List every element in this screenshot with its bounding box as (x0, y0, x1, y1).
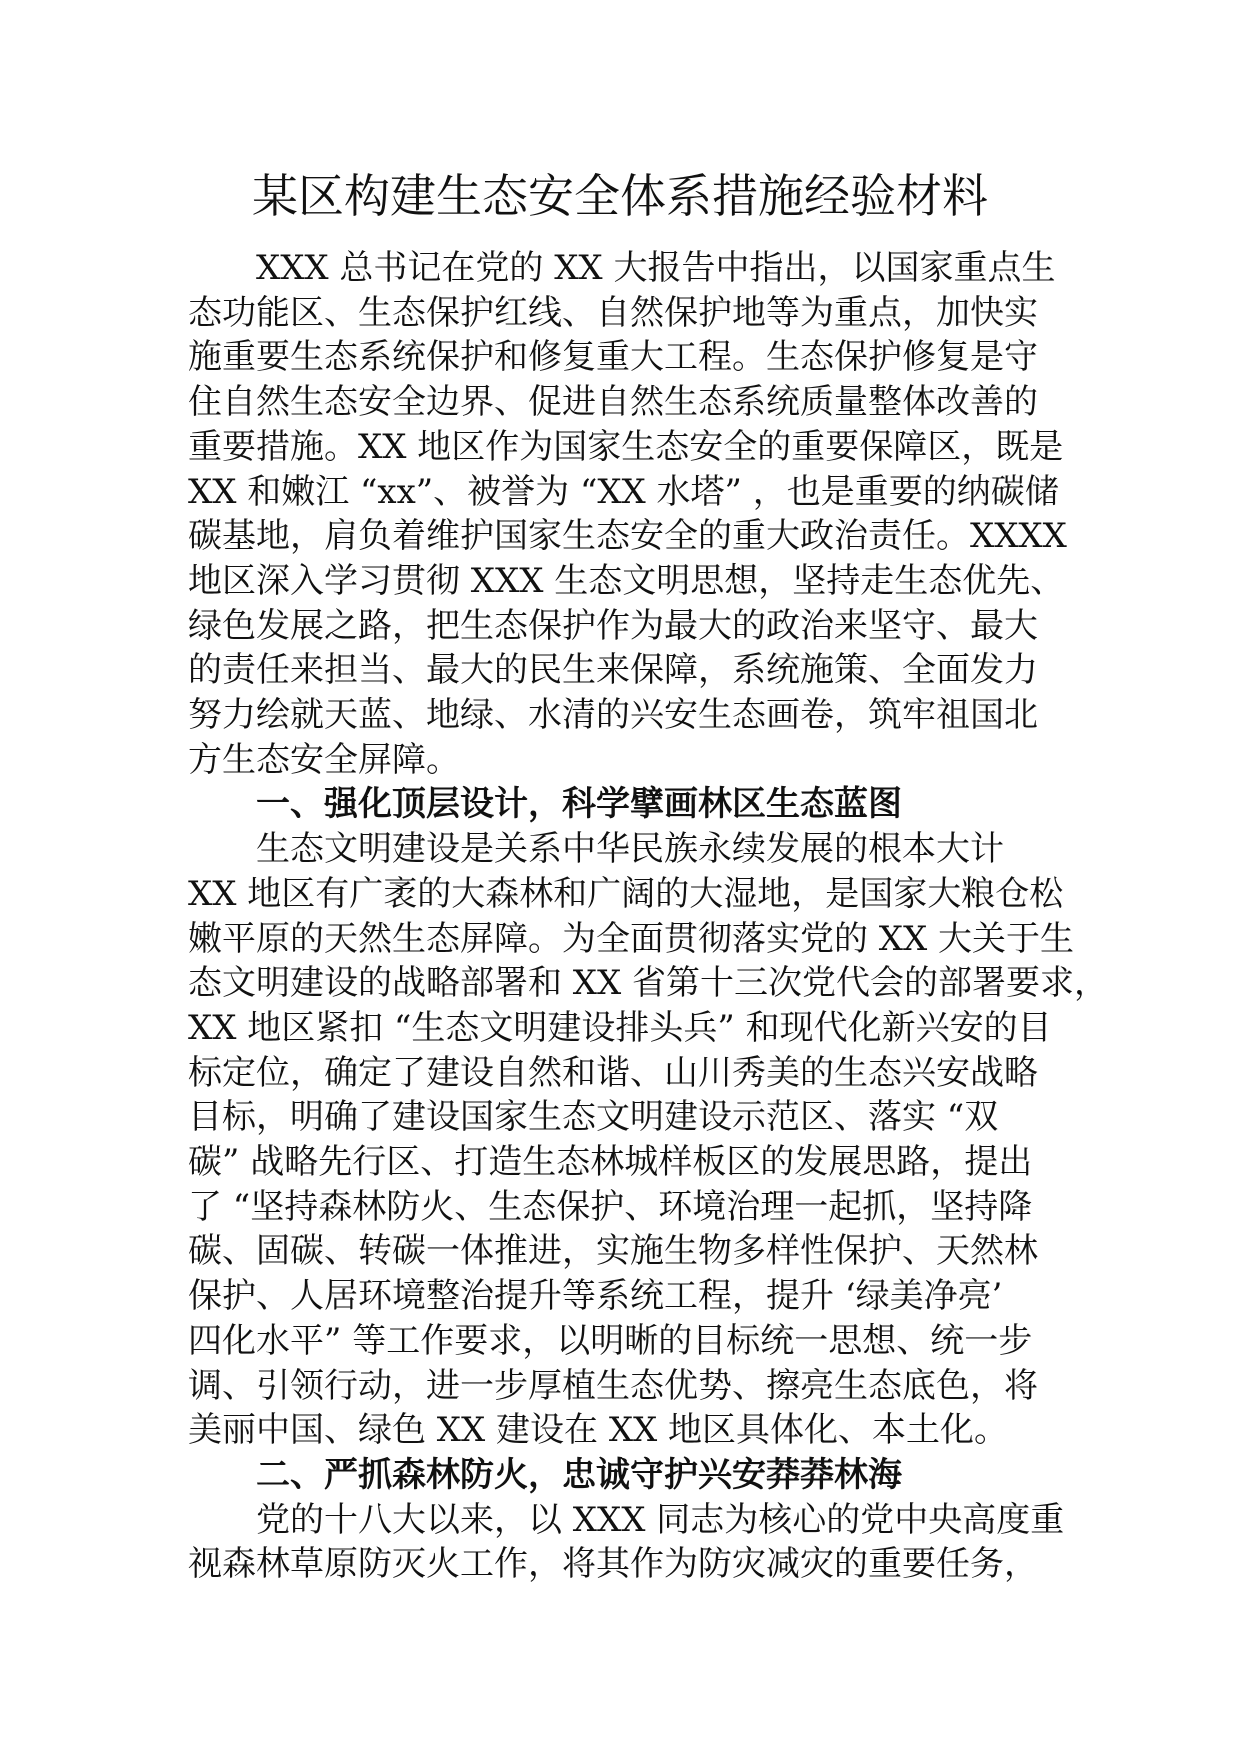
text-line: 碳基地，肩负着维护国家生态安全的重大政治责任。XXXX (188, 516, 1067, 557)
text-line: 四化水平” 等工作要求，以明晰的目标统一思想、统一步 (188, 1320, 1033, 1361)
text-line: 地区深入学习贯彻 XXX 生态文明思想，坚持走生态优先、 (188, 560, 1065, 601)
heading-line: 一、强化顶层设计，科学擘画林区生态蓝图 (256, 784, 902, 825)
text-line: 保护、人居环境整治提升等系统工程，提升 ‘绿美净亮’ (188, 1276, 1003, 1317)
text-line: 目标，明确了建设国家生态文明建设示范区、落实 “双 (188, 1097, 999, 1138)
text-line: 态功能区、生态保护红线、自然保护地等为重点，加快实 (188, 292, 1038, 333)
text-line: 努力绘就天蓝、地绿、水清的兴安生态画卷，筑牢祖国北 (188, 695, 1038, 736)
text-line: 绿色发展之路，把生态保护作为最大的政治来坚守、最大 (188, 605, 1038, 646)
text-line: 重要措施。XX 地区作为国家生态安全的重要保障区，既是 (188, 426, 1064, 467)
text-line: 党的十八大以来，以 XXX 同志为核心的党中央高度重 (256, 1499, 1065, 1540)
paragraph-intro (188, 246, 1068, 782)
text-line: 碳” 战略先行区、打造生态林城样板区的发展思路，提出 (188, 1142, 1033, 1183)
paragraph-section-1 (188, 827, 1109, 1453)
text-line: 调、引领行动，进一步厚植生态优势、擦亮生态底色，将 (188, 1365, 1038, 1406)
text-line: 标定位，确定了建设自然和谐、山川秀美的生态兴安战略 (188, 1052, 1038, 1093)
paragraph-section-2 (188, 1498, 1068, 1587)
section-heading-2 (188, 1453, 1068, 1498)
text-line: XXX 总书记在党的 XX 大报告中指出，以国家重点生 (256, 248, 1056, 288)
text-line: 态文明建设的战略部署和 XX 省第十三次党代会的部署要求， (188, 963, 1109, 1004)
text-line: 嫩平原的天然生态屏障。为全面贯彻落实党的 XX 大关于生 (188, 918, 1075, 959)
section-heading-1 (188, 782, 1068, 827)
text-line: 美丽中国、绿色 XX 建设在 XX 地区具体化、本土化。 (188, 1410, 1009, 1451)
heading-line: 二、严抓森林防火，忠诚守护兴安莽莽林海 (256, 1454, 902, 1495)
text-line: 视森林草原防灭火工作，将其作为防灾减灾的重要任务， (188, 1544, 1038, 1585)
text-line: 住自然生态安全边界、促进自然生态系统质量整体改善的 (188, 382, 1038, 423)
text-line: 了 “坚持森林防火、生态保护、环境治理一起抓，坚持降 (188, 1186, 1033, 1227)
document-title: 某区构建生态安全体系措施经验材料 (252, 169, 988, 223)
text-line: 的责任来担当、最大的民生来保障，系统施策、全面发力 (188, 650, 1038, 691)
text-line: XX 地区紧扣 “生态文明建设排头兵” 和现代化新兴安的目 (188, 1007, 1052, 1048)
document-body (188, 246, 1109, 1587)
text-line: XX 和嫩江 “xx”、被誉为 “XX 水塔” ，也是重要的纳碳储 (188, 471, 1059, 512)
text-line: 施重要生态系统保护和修复重大工程。生态保护修复是守 (188, 337, 1038, 378)
text-line: 生态文明建设是关系中华民族永续发展的根本大计 (256, 829, 1004, 870)
text-line: XX 地区有广袤的大森林和广阔的大湿地，是国家大粮仓松 (188, 873, 1064, 914)
text-line: 碳、固碳、转碳一体推进，实施生物多样性保护、天然林 (188, 1231, 1038, 1272)
text-line: 方生态安全屏障。 (188, 739, 460, 780)
